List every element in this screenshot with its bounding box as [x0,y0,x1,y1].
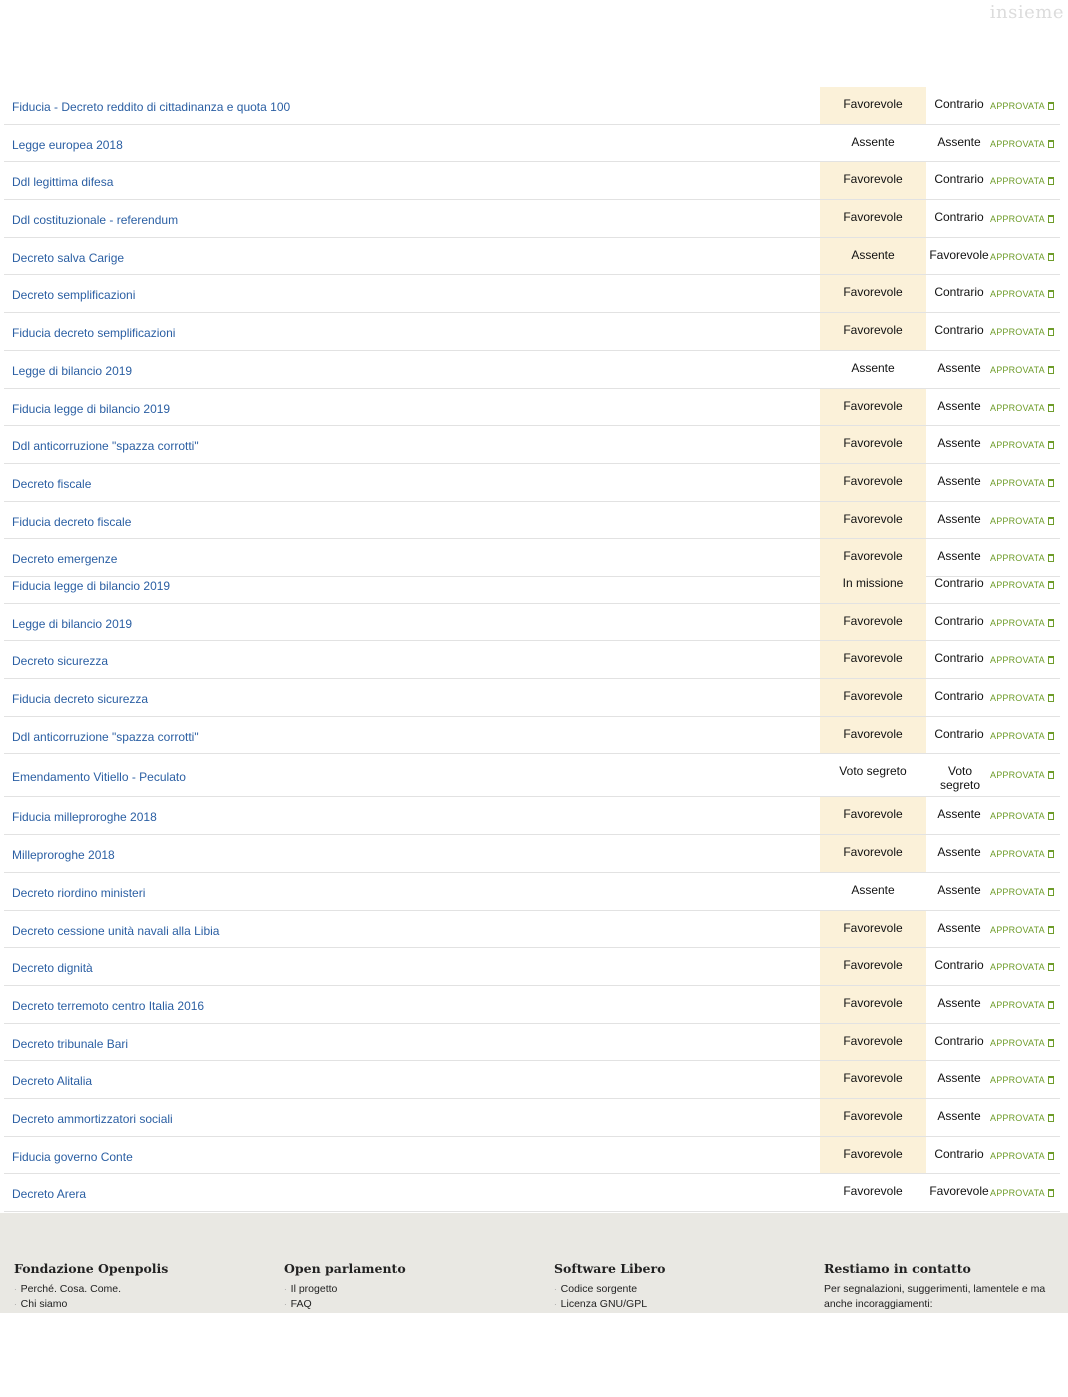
footer-heading: Restiamo in contatto [824,1261,971,1276]
group-vote [820,986,926,1023]
trash-icon [1048,1189,1054,1197]
logo: insieme [989,2,1064,23]
bullet-icon: · [554,1300,557,1309]
vote-title-link[interactable]: Fiducia milleproroghe 2018 [12,810,157,825]
member-vote: Contrario [934,726,984,741]
member-vote: Assente [937,511,981,526]
votes-table-2 [4,566,1060,1212]
trash-icon [1048,102,1054,110]
result-label: APPROVATA [990,730,1045,741]
result-badge [990,440,1054,450]
member-vote: Contrario [934,210,984,225]
trash-icon [1048,771,1054,779]
group-vote [820,351,926,388]
group-vote [820,426,926,463]
member-vote: Contrario [934,1146,984,1161]
member-vote: Assente [937,807,981,822]
group-vote [820,948,926,985]
result-label: APPROVATA [990,1037,1045,1048]
result-badge [990,849,1054,859]
group-vote [820,717,926,754]
result-badge [990,1188,1054,1198]
result-label: APPROVATA [990,251,1045,262]
trash-icon [1048,732,1054,740]
table-row [4,873,1060,911]
group-vote-label: Favorevole [843,1033,903,1048]
result-label: APPROVATA [990,924,1045,935]
result-badge [990,580,1054,590]
group-vote [820,1061,926,1098]
trash-icon [1048,404,1054,412]
trash-icon [1048,517,1054,525]
result-badge [990,252,1054,262]
table-row [4,679,1060,717]
result-label: APPROVATA [990,999,1045,1010]
result-badge [990,618,1054,628]
result-label: APPROVATA [990,289,1045,300]
result-badge [990,176,1054,186]
member-vote: Assente [937,473,981,488]
table-row [4,464,1060,502]
result-label: APPROVATA [990,364,1045,375]
trash-icon [1048,328,1054,336]
member-vote: Contrario [934,689,984,704]
vote-title-link[interactable]: Fiducia decreto semplificazioni [12,326,176,341]
table-row [4,948,1060,986]
table-row [4,1174,1060,1212]
group-vote-label: Favorevole [843,651,903,666]
member-vote: Voto segreto [939,764,981,793]
trash-icon [1048,812,1054,820]
result-badge [990,327,1054,337]
result-badge [990,887,1054,897]
result-label: APPROVATA [990,849,1045,860]
table-row [4,1137,1060,1175]
result-label: APPROVATA [990,138,1045,149]
vote-title-link[interactable]: Decreto emergenze [12,552,118,567]
group-vote [820,200,926,237]
group-vote [820,125,926,162]
trash-icon [1048,1114,1054,1122]
group-vote [820,238,926,275]
trash-icon [1048,1076,1054,1084]
trash-icon [1048,850,1054,858]
footer-link[interactable]: · Licenza GNU/GPL [554,1298,648,1310]
vote-title-link[interactable]: Decreto fiscale [12,476,92,491]
member-vote: Favorevole [929,1184,989,1199]
result-label: APPROVATA [990,693,1045,704]
group-vote-label: Favorevole [843,323,903,338]
result-badge [990,1000,1054,1010]
vote-title-link[interactable]: Decreto Alitalia [12,1074,93,1089]
vote-title-link[interactable]: Ddl costituzionale - referendum [12,213,179,228]
trash-icon [1048,963,1054,971]
trash-icon [1048,888,1054,896]
member-vote: Contrario [934,1033,984,1048]
member-vote: Contrario [934,958,984,973]
bullet-icon: · [284,1300,287,1309]
group-vote-label: Favorevole [843,97,903,111]
result-badge [990,553,1054,563]
vote-title-link[interactable]: Decreto tribunale Bari [12,1036,129,1051]
result-label: APPROVATA [990,1188,1045,1199]
group-vote [820,87,926,124]
footer-link[interactable]: · Il progetto [284,1283,338,1295]
group-vote [820,1024,926,1061]
result-badge [990,1075,1054,1085]
bullet-icon: · [14,1300,17,1309]
group-vote [820,464,926,501]
table-row [4,641,1060,679]
table-row [4,911,1060,949]
trash-icon [1048,619,1054,627]
table-row [4,351,1060,389]
result-badge [990,139,1054,149]
group-vote [820,313,926,350]
trash-icon [1048,554,1054,562]
group-vote-label: Favorevole [843,1108,903,1123]
group-vote-label: Favorevole [843,398,903,413]
trash-icon [1048,926,1054,934]
table-row [4,426,1060,464]
footer-heading: Software Libero [554,1261,666,1276]
group-vote-label: Favorevole [843,511,903,526]
table-row [4,275,1060,313]
trash-icon [1048,441,1054,449]
member-vote: Favorevole [929,247,989,262]
member-vote: Assente [937,436,981,451]
member-vote: Contrario [934,97,984,111]
member-vote: Assente [937,882,981,897]
table-row [4,389,1060,427]
result-label: APPROVATA [990,176,1045,187]
result-badge [990,693,1054,703]
group-vote [820,162,926,199]
member-vote: Assente [937,845,981,860]
table-row [4,1061,1060,1099]
member-vote: Contrario [934,323,984,338]
trash-icon [1048,656,1054,664]
vote-title-link[interactable]: Decreto salva Carige [12,250,125,265]
footer-link[interactable]: · Perché. Cosa. Come. [14,1283,122,1295]
result-label: APPROVATA [990,440,1045,451]
vote-title-link[interactable]: Ddl legittima difesa [12,175,114,190]
vote-title-link[interactable]: Ddl anticorruzione "spazza corrotti" [12,729,199,744]
result-badge [990,962,1054,972]
trash-icon [1048,1152,1054,1160]
vote-title-link[interactable]: Fiducia legge di bilancio 2019 [12,579,171,593]
table-row [4,986,1060,1024]
trash-icon [1048,253,1054,261]
result-label: APPROVATA [990,515,1045,526]
vote-title-link[interactable]: Legge di bilancio 2019 [12,363,133,378]
bullet-icon: · [554,1285,557,1294]
group-vote-label: Favorevole [843,613,903,628]
group-vote-label: Assente [851,882,895,897]
group-vote [820,1137,926,1174]
group-vote-label: Assente [851,134,895,149]
group-vote-label: Favorevole [843,958,903,973]
footer-col-software [554,1261,665,1312]
vote-title-link[interactable]: Fiducia decreto fiscale [12,514,132,529]
result-label: APPROVATA [990,580,1045,590]
result-label: APPROVATA [990,770,1045,781]
group-vote [820,275,926,312]
result-label: APPROVATA [990,1075,1045,1086]
result-badge [990,1038,1054,1048]
table-row [4,238,1060,276]
table-row [4,200,1060,238]
result-label: APPROVATA [990,553,1045,564]
footer-col-openpolis [14,1261,168,1312]
trash-icon [1048,1039,1054,1047]
bullet-icon: · [284,1285,287,1294]
result-label: APPROVATA [990,477,1045,488]
result-badge [990,289,1054,299]
footer-heading: Fondazione Openpolis [14,1261,169,1276]
member-vote: Assente [937,398,981,413]
table-row [4,162,1060,200]
group-vote [820,835,926,872]
trash-icon [1048,215,1054,223]
member-vote: Assente [937,549,981,564]
footer-link[interactable]: · Chi siamo [14,1298,68,1310]
member-vote: Contrario [934,613,984,628]
result-badge [990,770,1054,780]
result-badge [990,365,1054,375]
group-vote-label: Favorevole [843,845,903,860]
vote-title-link[interactable]: Decreto semplificazioni [12,288,136,303]
vote-title-link[interactable]: Decreto terremoto centro Italia 2016 [12,998,205,1013]
result-badge [990,731,1054,741]
table-row [4,717,1060,755]
table-row [4,125,1060,163]
footer-link[interactable]: · FAQ [284,1298,312,1310]
vote-title-link[interactable]: Milleproroghe 2018 [12,848,115,863]
vote-title-link[interactable]: Decreto dignità [12,961,93,976]
result-badge [990,101,1054,111]
table-row [4,604,1060,642]
trash-icon [1048,177,1054,185]
group-vote-label: Favorevole [843,920,903,935]
group-vote [820,389,926,426]
group-vote [820,641,926,678]
trash-icon [1048,694,1054,702]
table-row [4,502,1060,540]
result-label: APPROVATA [990,214,1045,225]
footer-col-parlamento [284,1261,406,1312]
member-vote: Assente [937,1071,981,1086]
group-vote-label: Favorevole [843,689,903,704]
result-label: APPROVATA [990,101,1045,111]
vote-title-link[interactable]: Decreto sicurezza [12,654,109,669]
table-row [4,1099,1060,1137]
group-vote-label: Favorevole [843,995,903,1010]
result-badge [990,655,1054,665]
footer-col-contatto [824,1261,1054,1312]
member-vote: Assente [937,995,981,1010]
group-vote [820,797,926,834]
member-vote: Contrario [934,576,984,590]
group-vote [820,604,926,641]
result-badge [990,403,1054,413]
vote-title-link[interactable]: Fiducia legge di bilancio 2019 [12,401,171,416]
votes-table-1 [4,87,1060,577]
member-vote: Contrario [934,651,984,666]
result-label: APPROVATA [990,655,1045,666]
result-badge [990,214,1054,224]
group-vote [820,1174,926,1211]
group-vote-label: Favorevole [843,172,903,187]
table-row [4,835,1060,873]
trash-icon [1048,290,1054,298]
group-vote-label: Assente [851,247,895,262]
table-row [4,797,1060,835]
table-row [4,313,1060,351]
group-vote-label: Favorevole [843,1071,903,1086]
table-row [4,1024,1060,1062]
table-row [4,754,1060,797]
footer-link[interactable]: · Codice sorgente [554,1283,638,1295]
trash-icon [1048,1001,1054,1009]
trash-icon [1048,479,1054,487]
group-vote-label: Assente [851,360,895,375]
footer-heading: Open parlamento [284,1261,406,1276]
group-vote [820,873,926,910]
result-badge [990,925,1054,935]
member-vote: Contrario [934,285,984,300]
group-vote-label: Favorevole [843,285,903,300]
trash-icon [1048,581,1054,589]
result-label: APPROVATA [990,886,1045,897]
member-vote: Contrario [934,172,984,187]
member-vote: Assente [937,1108,981,1123]
result-label: APPROVATA [990,402,1045,413]
vote-title-link[interactable]: Fiducia governo Conte [12,1149,133,1164]
group-vote-label: Favorevole [843,1184,903,1199]
vote-title-link[interactable]: Legge europea 2018 [12,137,123,152]
result-label: APPROVATA [990,962,1045,973]
group-vote-label: Favorevole [843,726,903,741]
group-vote [820,754,926,796]
result-badge [990,1113,1054,1123]
group-vote [820,566,926,603]
group-vote-label: Favorevole [843,807,903,822]
group-vote-label: In missione [842,576,904,590]
vote-title-link[interactable]: Emendamento Vitiello - Peculato [12,770,186,785]
group-vote [820,679,926,716]
group-vote [820,502,926,539]
member-vote: Assente [937,134,981,149]
group-vote-label: Favorevole [843,473,903,488]
result-label: APPROVATA [990,1112,1045,1123]
vote-title-link[interactable]: Decreto Arera [12,1187,87,1202]
footer [0,1213,1068,1313]
group-vote-label: Favorevole [843,436,903,451]
vote-title-link[interactable]: Legge di bilancio 2019 [12,616,133,631]
result-label: APPROVATA [990,1150,1045,1161]
result-badge [990,516,1054,526]
group-vote-label: Voto segreto [839,764,907,779]
vote-title-link[interactable]: Decreto riordino ministeri [12,885,146,900]
result-badge [990,478,1054,488]
group-vote-label: Favorevole [843,210,903,225]
member-vote: Assente [937,920,981,935]
result-badge [990,811,1054,821]
group-vote-label: Favorevole [843,1146,903,1161]
vote-title-link[interactable]: Decreto ammortizzatori sociali [12,1111,173,1126]
group-vote-label: Favorevole [843,549,903,564]
trash-icon [1048,366,1054,374]
result-label: APPROVATA [990,327,1045,338]
table-row [4,566,1060,604]
group-vote [820,1099,926,1136]
vote-title-link[interactable]: Fiducia - Decreto reddito di cittadinanza e quota 100 [12,100,291,114]
vote-title-link[interactable]: Fiducia decreto sicurezza [12,692,149,707]
footer-contact-text: Per segnalazioni, suggerimenti, lamentele e ma anche incoraggiamenti: [824,1283,1046,1310]
trash-icon [1048,140,1054,148]
result-badge [990,1151,1054,1161]
group-vote [820,911,926,948]
vote-title-link[interactable]: Decreto cessione unità navali alla Libia [12,923,220,938]
result-label: APPROVATA [990,617,1045,628]
bullet-icon: · [14,1285,17,1294]
table-row [4,87,1060,125]
result-label: APPROVATA [990,811,1045,822]
vote-title-link[interactable]: Ddl anticorruzione "spazza corrotti" [12,439,199,454]
member-vote: Assente [937,360,981,375]
